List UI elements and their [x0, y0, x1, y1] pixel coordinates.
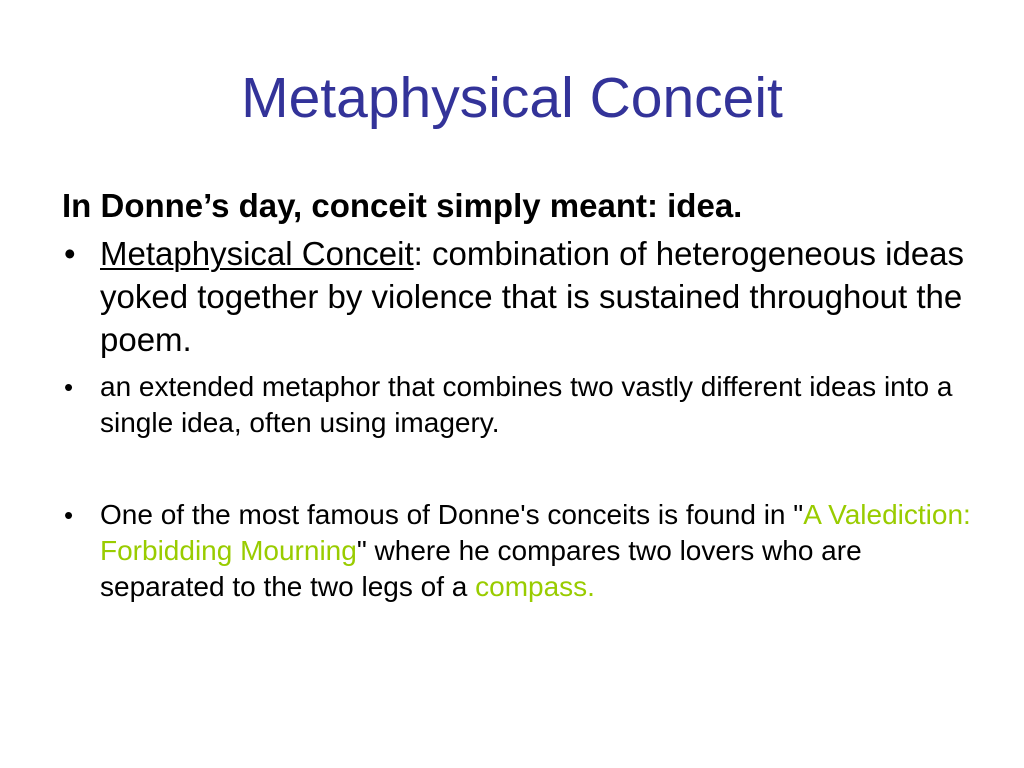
bullet-dot-icon: •: [64, 235, 76, 272]
extended-metaphor-text: an extended metaphor that combines two vastly different ideas into a single idea, often using imagery.: [100, 371, 953, 438]
bullet-definition: [62, 232, 982, 361]
bullet-dot-icon: •: [64, 500, 74, 530]
slide-title: Metaphysical Conceit: [241, 66, 783, 130]
famous-conceit-text-1: One of the most famous of Donne's conceits is found in ": [100, 499, 804, 530]
bullet-famous-conceit: [62, 497, 982, 605]
bullet-dot-icon: •: [64, 372, 74, 402]
intro-line: In Donne’s day, conceit simply meant: idea.: [62, 187, 743, 224]
bullet-extended-metaphor: [62, 369, 982, 441]
term-metaphysical-conceit: Metaphysical Conceit: [100, 235, 414, 272]
link-compass[interactable]: compass.: [475, 571, 595, 602]
slide-content: [62, 184, 982, 605]
link-valediction[interactable]: A Valediction: Forbidding Mourning: [100, 499, 971, 566]
famous-conceit-text-2: " where he compares two lovers who are separated to the two legs of a: [100, 535, 862, 602]
definition-text: : combination of heterogeneous ideas yoked together by violence that is sustained throughout the poem.: [100, 235, 965, 358]
